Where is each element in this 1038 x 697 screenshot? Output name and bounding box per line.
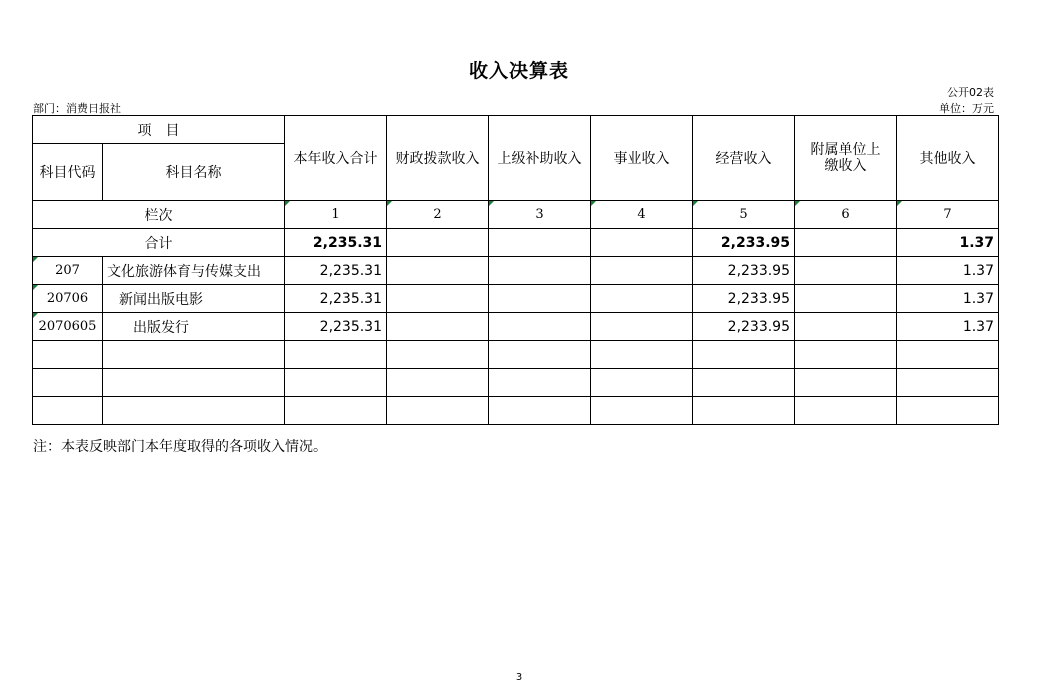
table-cell: 2,233.95 xyxy=(693,313,795,341)
subject-name: 出版发行 xyxy=(103,313,285,341)
subject-code: 207 xyxy=(33,257,103,285)
page-title: 收入决算表 xyxy=(468,60,569,82)
table-cell: 1.37 xyxy=(897,285,999,313)
income-table xyxy=(32,115,999,425)
form-number: 公开02表 xyxy=(947,86,994,99)
header-col-3: 上级补助收入 xyxy=(489,116,591,201)
header-col-4: 事业收入 xyxy=(591,116,693,201)
total-cell xyxy=(489,229,591,257)
table-cell: 2,233.95 xyxy=(693,257,795,285)
table-cell: 1.37 xyxy=(897,257,999,285)
header-item: 项 目 xyxy=(33,116,285,144)
total-row xyxy=(33,229,999,257)
column-index-row xyxy=(33,201,999,229)
total-cell: 2,235.31 xyxy=(285,229,387,257)
column-index-cell: 3 xyxy=(489,201,591,229)
subject-code: 2070605 xyxy=(33,313,103,341)
table-cell xyxy=(795,313,897,341)
header-name: 科目名称 xyxy=(103,144,285,201)
total-cell xyxy=(387,229,489,257)
column-index-cell: 4 xyxy=(591,201,693,229)
table-row xyxy=(33,257,999,285)
empty-row xyxy=(33,369,999,397)
total-label: 合计 xyxy=(33,229,285,257)
empty-row xyxy=(33,397,999,425)
table-cell: 2,235.31 xyxy=(285,313,387,341)
column-index-label: 栏次 xyxy=(33,201,285,229)
table-cell: 2,235.31 xyxy=(285,257,387,285)
total-cell: 2,233.95 xyxy=(693,229,795,257)
table-cell xyxy=(795,257,897,285)
subject-code: 20706 xyxy=(33,285,103,313)
column-index-cell: 2 xyxy=(387,201,489,229)
table-row xyxy=(33,285,999,313)
header-code: 科目代码 xyxy=(33,144,103,201)
table-cell xyxy=(387,313,489,341)
header-col-2: 财政拨款收入 xyxy=(387,116,489,201)
column-index-cell: 5 xyxy=(693,201,795,229)
table-cell: 2,233.95 xyxy=(693,285,795,313)
header-col-5: 经营收入 xyxy=(693,116,795,201)
header-col-6: 附属单位上缴收入 xyxy=(795,116,897,201)
header-col-1: 本年收入合计 xyxy=(285,116,387,201)
total-cell xyxy=(795,229,897,257)
table-cell xyxy=(591,285,693,313)
department-label: 部门：消费日报社 xyxy=(33,102,121,115)
page-number: 3 xyxy=(515,672,523,683)
table-cell: 1.37 xyxy=(897,313,999,341)
table-cell xyxy=(387,285,489,313)
table-cell xyxy=(489,257,591,285)
total-cell xyxy=(591,229,693,257)
table-note: 注：本表反映部门本年度取得的各项收入情况。 xyxy=(33,439,327,455)
table-cell xyxy=(591,313,693,341)
table-cell xyxy=(489,285,591,313)
subject-name: 新闻出版电影 xyxy=(103,285,285,313)
empty-row xyxy=(33,341,999,369)
unit-label: 单位：万元 xyxy=(939,102,994,115)
column-index-cell: 7 xyxy=(897,201,999,229)
column-index-cell: 6 xyxy=(795,201,897,229)
table-cell xyxy=(795,285,897,313)
header-col-7: 其他收入 xyxy=(897,116,999,201)
table-cell xyxy=(489,313,591,341)
table-cell: 2,235.31 xyxy=(285,285,387,313)
table-row xyxy=(33,313,999,341)
column-index-cell: 1 xyxy=(285,201,387,229)
table-cell xyxy=(387,257,489,285)
total-cell: 1.37 xyxy=(897,229,999,257)
table-cell xyxy=(591,257,693,285)
subject-name: 文化旅游体育与传媒支出 xyxy=(103,257,285,285)
